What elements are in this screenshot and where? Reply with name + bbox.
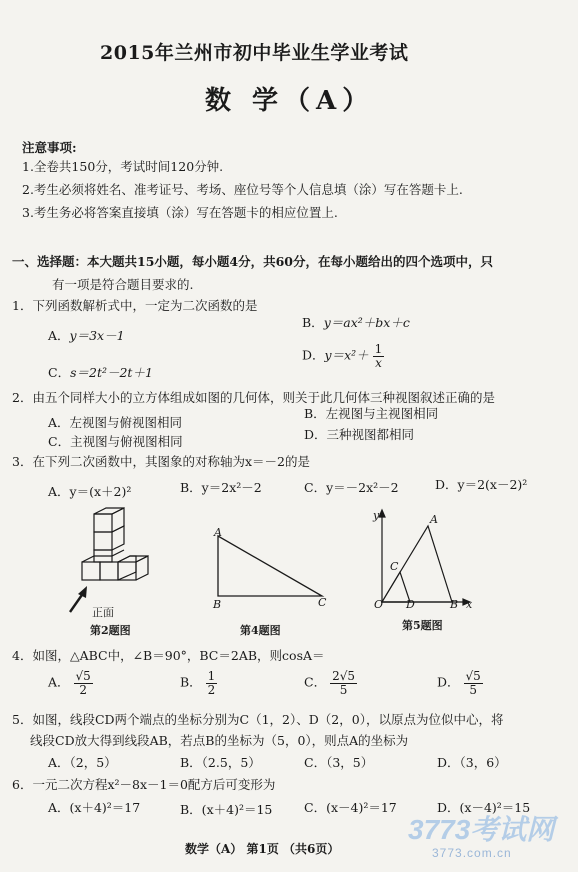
q4-option-a: A． $\frac{√5}{2}$ [48,669,91,697]
fig4-caption: 第4题图 [240,624,281,637]
fig4-label-a: A [214,526,222,539]
q5-stem-line2: 线段CD放大得到线段AB，若点B的坐标为（5，0），则点A的坐标为 [30,733,409,748]
q1-option-d: D．y＝x²＋ $\frac{1}{x}$ [302,342,383,370]
q1-option-c: C．s＝2t²－2t＋1 [48,365,153,380]
q2-option-c: C．主视图与俯视图相同 [48,434,183,449]
q5-option-a: A．（2，5） [48,755,117,770]
watermark-url: 3773.com.cn [432,846,512,860]
q4-option-b: B． $\frac{1}{2}$ [180,669,216,697]
q6-stem: 6．一元二次方程x²－8x－1＝0配方后可变形为 [12,777,276,792]
q3-option-b: B．y＝2x²－2 [180,480,262,495]
fig5-label-o: O [374,598,384,611]
q4-option-c: C． $\frac{2√5}{5}$ [304,669,355,697]
q5-option-c: C．（3，5） [304,755,374,770]
fig2-front-label: 正面 [92,606,114,619]
fig4-triangle [210,528,335,610]
exam-subtitle: 数 学（A） [205,86,375,116]
q1-stem: 1．下列函数解析式中，一定为二次函数的是 [12,298,258,313]
q3-option-c: C．y＝－2x²－2 [304,480,399,495]
q2-option-d: D．三种视图都相同 [304,427,415,442]
q2-stem: 2．由五个同样大小的立方体组成如图的几何体，则关于此几何体三种视图叙述正确的是 [12,390,495,405]
notes-item-2: 2.考生必须将姓名、准考证号、考场、座位号等个人信息填（涂）写在答题卡上. [22,182,463,197]
q1-d-fraction: $\frac{1}{x}$ [374,342,383,370]
q2-option-b: B．左视图与主视图相同 [304,406,439,421]
notes-heading: 注意事项: [22,140,77,155]
q4-stem: 4．如图，△ABC中，∠B＝90°，BC＝2AB，则cosA＝ [12,648,325,663]
q5-stem-line1: 5．如图，线段CD两个端点的坐标分别为C（1，2）、D（2，0），以原点为位似中心，将 [12,712,504,727]
q5-option-d: D．（3，6） [437,755,507,770]
fig5-label-y: y [373,509,380,522]
notes-item-3: 3.考生务必将答案直接填（涂）写在答题卡的相应位置上. [22,205,338,220]
fig5-label-x: x [466,598,473,611]
section-instructions-line1: 一、选择题：本大题共15小题，每小题4分，共60分，在每小题给出的四个选项中，只 [12,254,493,269]
fig5-coordinate-figure [368,508,472,612]
q1-option-b: B．y＝ax²＋bx＋c [302,315,410,330]
fig5-label-d: D [406,598,415,611]
section-instructions-line2: 有一项是符合题目要求的. [52,277,194,292]
q5-option-b: B．（2.5，5） [180,755,261,770]
fig5-label-a: A [430,513,438,526]
fig5-label-b: B [450,598,459,611]
q6-option-b: B．(x＋4)²＝15 [180,802,273,817]
fig5-caption: 第5题图 [402,619,443,632]
q4-option-d: D． $\frac{√5}{5}$ [437,669,481,697]
q3-option-d: D．y＝2(x－2)² [435,477,528,492]
q1-option-a: A．y＝3x－1 [48,328,125,343]
fig5-label-c: C [390,560,399,573]
q6-option-d: D．(x－4)²＝15 [437,800,531,815]
page-footer: 数学（A） 第1页 （共6页） [185,842,340,856]
fig2-caption: 第2题图 [90,624,131,637]
watermark-brand: 3773考试网 [408,814,555,845]
q3-option-a: A．y＝(x＋2)² [48,484,132,499]
fig4-label-b: B [213,598,222,611]
q6-option-a: A．(x＋4)²＝17 [48,800,141,815]
q6-option-c: C．(x－4)²＝17 [304,800,397,815]
fig4-label-c: C [318,596,327,609]
q3-stem: 3．在下列二次函数中，其图象的对称轴为x＝－2的是 [12,454,310,469]
notes-item-1: 1.全卷共150分，考试时间120分钟. [22,159,224,174]
exam-title: 2015年兰州市初中毕业生学业考试 [100,42,409,64]
q2-option-a: A．左视图与俯视图相同 [48,415,183,430]
